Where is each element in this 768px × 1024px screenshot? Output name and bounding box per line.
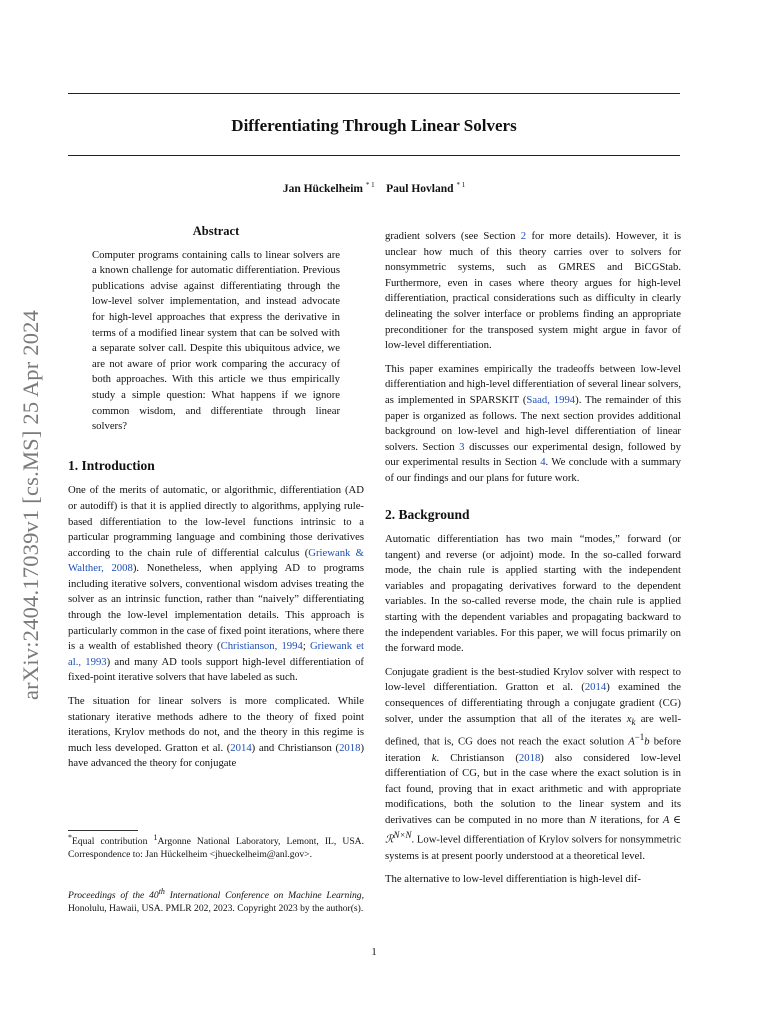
footnote-rule — [68, 830, 138, 831]
introduction-heading: 1. Introduction — [68, 457, 155, 473]
proceedings-note: Proceedings of the 40th International Conference on Machine Learning, Honolulu, Hawaii, USA. PMLR 202, 2023. Copyright 2023 by the author(s). — [68, 887, 364, 914]
section-link[interactable]: 3 — [459, 440, 465, 453]
citation-link[interactable]: 2014 — [230, 741, 252, 754]
footnote: *Equal contribution $^1$Argonne National Laboratory, Lemont, IL, USA. Correspondence to: Jan Hückelheim <jhueckelheim@anl.gov>. — [68, 833, 364, 860]
page-number: 1 — [371, 946, 377, 958]
author-list — [68, 181, 680, 195]
intro-paragraph-3: gradient solvers (see Section 2 for more details). However, it is unclear how much of this theory carries over to solvers for nonsymmetric systems, such as GMRES and BiCGStab. Furthermore, even in cases where theory argues for high-level differentiation, practical considerations such as difficulty in clearly delineating the solver interface or problems finding an appropriate preconditioner for the transposed system might argue in favor of low-level differentiation. — [385, 230, 682, 352]
author-mark: * 1 — [456, 181, 466, 189]
intro-paragraph-1: One of the merits of automatic, or algorithmic, differentiation (AD or autodiff) is that it is applied directly to algorithms, applying rule-based differentiation to the low-level functions intrinsic to a particular programming language and combining those derivatives according to the chain rule of differential calculus (Griewank & Walther, 2008). Nonetheless, when applying AD to programs including iterative solvers, conventional wisdom advises treating the solver as an intrinsic function, rather than “naively” differentiating through the low-level implementation details. This approach is particularly common in the case of fixed point iterations, where there is a wealth of established theory (Christianson, 1994; Griewank et al., 1993) and many AD tools support high-level differentiation of fixed-point iterative solvers that have labeled as such. — [68, 484, 364, 684]
citation-link[interactable]: 2018 — [518, 751, 541, 764]
citation-link[interactable]: Christianson, 1994 — [220, 640, 303, 653]
paper-title: Differentiating Through Linear Solvers — [231, 116, 517, 135]
background-heading: 2. Background — [385, 506, 470, 522]
section-link[interactable]: 4 — [540, 456, 546, 469]
title-bottom-rule — [68, 155, 680, 156]
section-link[interactable]: 2 — [520, 230, 527, 242]
author-huckelheim: Jan Hückelheim — [282, 182, 363, 195]
intro-paragraph-2: The situation for linear solvers is more complicated. While stationary iterative methods adhere to the theory of fixed point iterations, Krylov methods do not, and the theory in this regime is much less developed. Gratton et al. (2014) and Christianson (2018) have advanced the theory for conjugate — [68, 695, 364, 770]
citation-link[interactable]: Saad, 1994 — [526, 393, 576, 406]
left-column — [68, 224, 364, 772]
author-mark: * 1 — [365, 181, 375, 189]
background-paragraph-1: Automatic differentiation has two main “modes,” forward (or tangent) and reverse (or adjoint) mode. In the so-called forward mode, the chain rule is applied starting with the independent variables and propagating derivatives forward to the dependent variables. In the so-called reverse mode, the chain rule is applied starting with the dependent variables and propagating backward to the independent variables. For this paper, we will focus primarily on the forward mode. — [385, 533, 681, 655]
intro-paragraph-4: This paper examines empirically the tradeoffs between low-level differentiation and high-level differentiation of several linear solvers, as implemented in SPARSKIT (Saad, 1994). The remainder of this paper is organized as follows. The next section provides additional background on low-level and high-level differentiation of linear solvers. Section 3 discusses our experimental design, followed by our experimental results in Section 4. We conclude with a summary of our findings and our plans for future work. — [385, 362, 681, 484]
top-rule — [68, 93, 680, 94]
author-hovland: Paul Hovland — [386, 182, 454, 195]
citation-link[interactable]: 2014 — [584, 681, 607, 694]
citation-link[interactable]: 2018 — [339, 741, 361, 754]
arxiv-identifier: arXiv:2404.17039v1 [cs.MS] 25 Apr 2024 — [18, 309, 43, 700]
citation-link[interactable]: Griewank & Walther, 2008 — [68, 546, 364, 575]
citation-link[interactable]: Griewank et al., 1993 — [68, 640, 364, 668]
abstract-text: Computer programs containing calls to linear solvers are a known challenge for automatic differentiation. Previous publications advise against differentiating through the low-level solver implementation, and instead advocate for high-level approaches that express the derivative in terms of a modified linear system that can be solved with a separate solver call. Despite this ubiquitous advice, we are not aware of prior work comparing the accuracy of both approaches. With this article we thus empirically study a simple question: What happens if we ignore common wisdom, and differentiate through linear solvers? — [92, 248, 340, 433]
background-paragraph-2: Conjugate gradient is the best-studied Krylov solver with respect to low-level differentiation. Gratton et al. (2014) examined the consequences of differentiating through a conjugate gradient (CG) solver, under the assumption that all of the iterates $x_k$ are well-defined, that is, CG does not reach the exact solution $A^{-1}b$ before iteration k. Christianson (2018) also considered low-level differentiation of CG, but in the case where the exact solution is in fact found, proving that in exact arithmetic and with appropriate modifications, both the solution to the linear system and its derivatives can be computed in no more than N iterations, for A ∈ ℛ$^{N\times N}$. Low-level differentiation of Krylov solvers for nonsymmetric systems is at present poorly understood at a theoretical level. — [385, 665, 682, 862]
right-column — [385, 229, 681, 888]
background-paragraph-3: The alternative to low-level differentiation is high-level dif- — [385, 873, 641, 886]
abstract-heading: Abstract — [192, 224, 240, 238]
